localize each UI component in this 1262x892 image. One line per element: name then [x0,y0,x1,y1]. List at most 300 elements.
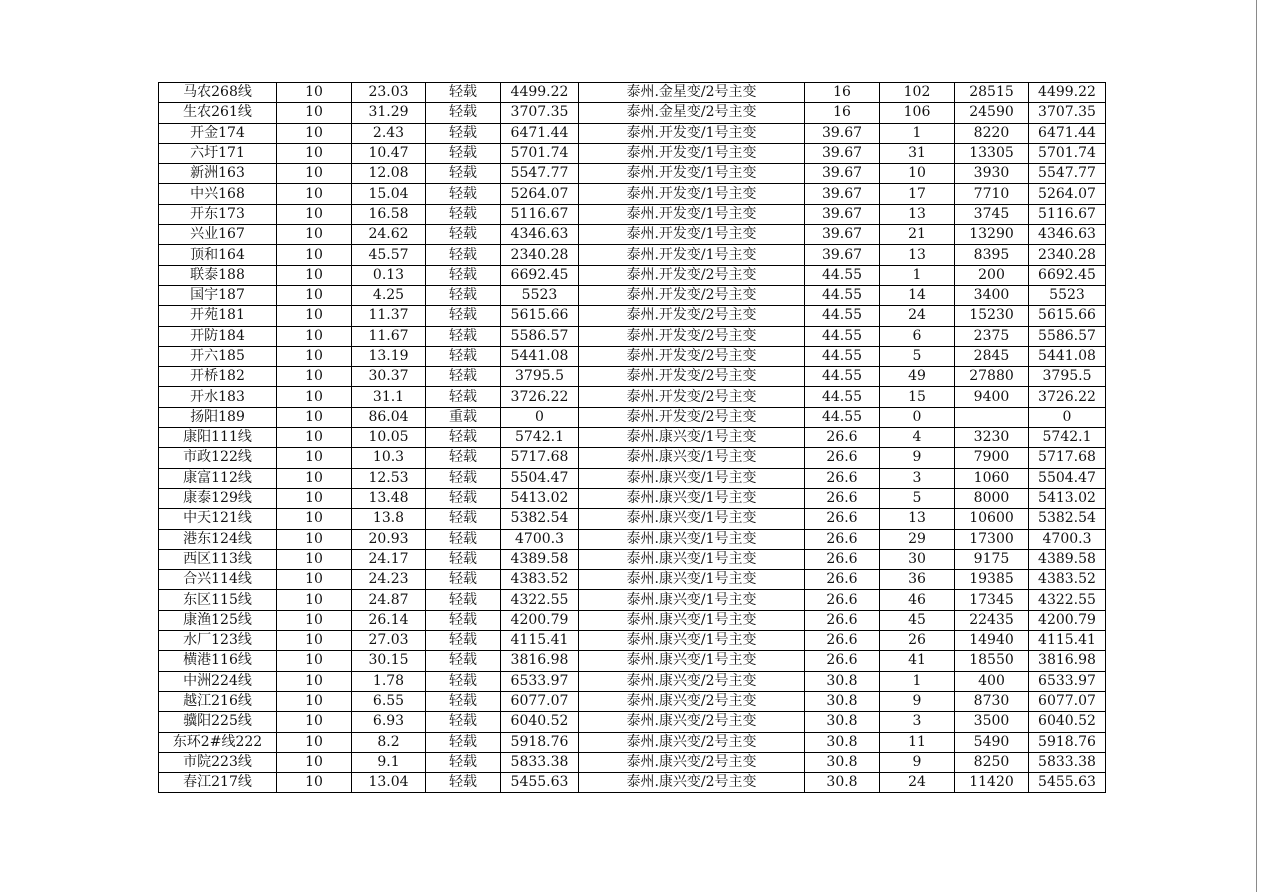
cell-load-status: 轻载 [426,103,501,123]
cell-transformer-load-rate: 26.6 [805,529,880,549]
cell-installed-capacity: 8220 [955,123,1029,143]
cell-load-status: 轻载 [426,488,501,508]
cell-load-status: 轻载 [426,428,501,448]
cell-transformer: 泰州.康兴变/1号主变 [579,651,805,671]
cell-transformer: 泰州.康兴变/1号主变 [579,488,805,508]
cell-transformer: 泰州.开发变/1号主变 [579,164,805,184]
cell-load-status: 轻载 [426,184,501,204]
table-row [159,184,1106,204]
cell-installed-capacity: 19385 [955,570,1029,590]
page-edge-divider [1256,0,1257,892]
cell-available-capacity: 5742.1 [1029,428,1106,448]
cell-capacity-margin: 6533.97 [501,671,579,691]
cell-line-name: 扬阳189 [159,407,277,427]
cell-capacity-margin: 4200.79 [501,610,579,630]
cell-voltage: 10 [277,468,352,488]
cell-voltage: 10 [277,651,352,671]
cell-line-name: 中天121线 [159,509,277,529]
cell-capacity-margin: 4322.55 [501,590,579,610]
cell-load-status: 轻载 [426,204,501,224]
cell-customer-count: 13 [880,204,955,224]
cell-installed-capacity: 15230 [955,306,1029,326]
cell-voltage: 10 [277,732,352,752]
cell-installed-capacity: 11420 [955,773,1029,793]
cell-voltage: 10 [277,225,352,245]
cell-available-capacity: 5586.57 [1029,326,1106,346]
cell-load-status: 轻载 [426,346,501,366]
cell-installed-capacity: 14940 [955,631,1029,651]
cell-load-rate: 13.04 [352,773,426,793]
cell-line-name: 东环2#线222 [159,732,277,752]
cell-load-rate: 45.57 [352,245,426,265]
cell-capacity-margin: 5742.1 [501,428,579,448]
cell-voltage: 10 [277,204,352,224]
cell-load-rate: 24.87 [352,590,426,610]
cell-load-status: 轻载 [426,651,501,671]
cell-capacity-margin: 2340.28 [501,245,579,265]
cell-load-status: 轻载 [426,245,501,265]
cell-customer-count: 3 [880,712,955,732]
cell-available-capacity: 3816.98 [1029,651,1106,671]
cell-transformer-load-rate: 39.67 [805,123,880,143]
cell-transformer-load-rate: 44.55 [805,387,880,407]
cell-capacity-margin: 6077.07 [501,691,579,711]
cell-transformer: 泰州.开发变/2号主变 [579,265,805,285]
cell-customer-count: 30 [880,549,955,569]
cell-voltage: 10 [277,407,352,427]
cell-installed-capacity: 3230 [955,428,1029,448]
cell-available-capacity: 4322.55 [1029,590,1106,610]
cell-line-name: 骥阳225线 [159,712,277,732]
cell-load-rate: 10.47 [352,143,426,163]
cell-capacity-margin: 4346.63 [501,225,579,245]
cell-available-capacity: 4383.52 [1029,570,1106,590]
cell-line-name: 越江216线 [159,691,277,711]
cell-voltage: 10 [277,773,352,793]
cell-installed-capacity: 13305 [955,143,1029,163]
cell-customer-count: 102 [880,83,955,103]
cell-load-rate: 9.1 [352,752,426,772]
cell-customer-count: 5 [880,346,955,366]
table-row [159,204,1106,224]
cell-voltage: 10 [277,143,352,163]
cell-available-capacity: 5547.77 [1029,164,1106,184]
cell-line-name: 东区115线 [159,590,277,610]
cell-line-name: 联泰188 [159,265,277,285]
cell-transformer-load-rate: 26.6 [805,448,880,468]
cell-transformer: 泰州.康兴变/1号主变 [579,590,805,610]
cell-customer-count: 11 [880,732,955,752]
cell-transformer-load-rate: 16 [805,83,880,103]
cell-load-status: 轻载 [426,509,501,529]
cell-transformer: 泰州.金星变/2号主变 [579,103,805,123]
cell-load-rate: 2.43 [352,123,426,143]
cell-transformer: 泰州.开发变/2号主变 [579,387,805,407]
cell-line-name: 水厂123线 [159,631,277,651]
cell-installed-capacity: 9400 [955,387,1029,407]
cell-line-name: 国宇187 [159,285,277,305]
table-row [159,306,1106,326]
cell-installed-capacity: 3500 [955,712,1029,732]
table-row [159,529,1106,549]
cell-voltage: 10 [277,285,352,305]
table-row [159,103,1106,123]
table-row [159,570,1106,590]
cell-customer-count: 29 [880,529,955,549]
cell-transformer-load-rate: 26.6 [805,488,880,508]
cell-customer-count: 15 [880,387,955,407]
cell-transformer: 泰州.开发变/1号主变 [579,143,805,163]
cell-transformer: 泰州.开发变/1号主变 [579,123,805,143]
cell-transformer-load-rate: 39.67 [805,143,880,163]
cell-transformer: 泰州.开发变/2号主变 [579,306,805,326]
cell-load-rate: 24.62 [352,225,426,245]
cell-available-capacity: 5918.76 [1029,732,1106,752]
cell-customer-count: 6 [880,326,955,346]
cell-voltage: 10 [277,83,352,103]
cell-voltage: 10 [277,529,352,549]
cell-line-name: 合兴114线 [159,570,277,590]
cell-capacity-margin: 5586.57 [501,326,579,346]
cell-customer-count: 1 [880,123,955,143]
cell-line-name: 开六185 [159,346,277,366]
cell-available-capacity: 3707.35 [1029,103,1106,123]
cell-load-rate: 6.93 [352,712,426,732]
cell-customer-count: 1 [880,265,955,285]
cell-transformer-load-rate: 39.67 [805,204,880,224]
cell-capacity-margin: 5615.66 [501,306,579,326]
cell-load-rate: 13.48 [352,488,426,508]
cell-installed-capacity: 8000 [955,488,1029,508]
cell-load-status: 轻载 [426,610,501,630]
cell-load-status: 轻载 [426,367,501,387]
cell-customer-count: 17 [880,184,955,204]
cell-transformer-load-rate: 26.6 [805,651,880,671]
cell-line-name: 市院223线 [159,752,277,772]
cell-load-status: 轻载 [426,590,501,610]
cell-transformer-load-rate: 26.6 [805,509,880,529]
cell-transformer: 泰州.康兴变/1号主变 [579,468,805,488]
cell-transformer: 泰州.康兴变/1号主变 [579,529,805,549]
cell-installed-capacity: 27880 [955,367,1029,387]
cell-load-rate: 6.55 [352,691,426,711]
cell-capacity-margin: 5441.08 [501,346,579,366]
table-row [159,83,1106,103]
table-body [159,83,1106,793]
cell-transformer-load-rate: 26.6 [805,590,880,610]
cell-voltage: 10 [277,509,352,529]
cell-load-rate: 10.3 [352,448,426,468]
cell-transformer: 泰州.康兴变/2号主变 [579,752,805,772]
cell-load-status: 轻载 [426,265,501,285]
cell-customer-count: 13 [880,245,955,265]
cell-voltage: 10 [277,631,352,651]
cell-installed-capacity: 3400 [955,285,1029,305]
cell-load-status: 轻载 [426,326,501,346]
cell-transformer: 泰州.开发变/1号主变 [579,204,805,224]
cell-capacity-margin: 5413.02 [501,488,579,508]
cell-capacity-margin: 4499.22 [501,83,579,103]
cell-customer-count: 21 [880,225,955,245]
cell-installed-capacity: 3930 [955,164,1029,184]
cell-load-status: 轻载 [426,631,501,651]
cell-available-capacity: 2340.28 [1029,245,1106,265]
cell-available-capacity: 5116.67 [1029,204,1106,224]
cell-transformer-load-rate: 39.67 [805,225,880,245]
cell-transformer: 泰州.康兴变/2号主变 [579,773,805,793]
cell-available-capacity: 3795.5 [1029,367,1106,387]
cell-capacity-margin: 3726.22 [501,387,579,407]
cell-line-name: 兴业167 [159,225,277,245]
cell-line-name: 开苑181 [159,306,277,326]
cell-voltage: 10 [277,103,352,123]
cell-transformer: 泰州.康兴变/1号主变 [579,570,805,590]
cell-available-capacity: 6533.97 [1029,671,1106,691]
cell-load-status: 轻载 [426,123,501,143]
cell-load-rate: 24.23 [352,570,426,590]
cell-available-capacity: 5455.63 [1029,773,1106,793]
cell-customer-count: 9 [880,752,955,772]
cell-transformer-load-rate: 30.8 [805,732,880,752]
cell-capacity-margin: 3707.35 [501,103,579,123]
cell-line-name: 中洲224线 [159,671,277,691]
cell-voltage: 10 [277,549,352,569]
cell-line-name: 港东124线 [159,529,277,549]
cell-transformer-load-rate: 26.6 [805,549,880,569]
cell-load-rate: 1.78 [352,671,426,691]
cell-transformer: 泰州.康兴变/1号主变 [579,610,805,630]
cell-available-capacity: 6692.45 [1029,265,1106,285]
cell-capacity-margin: 6471.44 [501,123,579,143]
cell-transformer: 泰州.开发变/1号主变 [579,184,805,204]
cell-installed-capacity: 13290 [955,225,1029,245]
cell-transformer-load-rate: 26.6 [805,631,880,651]
cell-capacity-margin: 4115.41 [501,631,579,651]
table-row [159,712,1106,732]
cell-installed-capacity: 2845 [955,346,1029,366]
cell-voltage: 10 [277,590,352,610]
cell-transformer: 泰州.康兴变/1号主变 [579,428,805,448]
cell-installed-capacity: 2375 [955,326,1029,346]
cell-load-rate: 30.15 [352,651,426,671]
cell-customer-count: 5 [880,488,955,508]
cell-transformer: 泰州.康兴变/2号主变 [579,732,805,752]
cell-available-capacity: 5833.38 [1029,752,1106,772]
table-row [159,346,1106,366]
cell-load-status: 轻载 [426,732,501,752]
cell-load-rate: 13.19 [352,346,426,366]
table-row [159,448,1106,468]
cell-customer-count: 3 [880,468,955,488]
cell-customer-count: 45 [880,610,955,630]
cell-available-capacity: 4499.22 [1029,83,1106,103]
cell-line-name: 康渔125线 [159,610,277,630]
cell-voltage: 10 [277,367,352,387]
cell-transformer-load-rate: 39.67 [805,245,880,265]
cell-customer-count: 26 [880,631,955,651]
cell-transformer: 泰州.开发变/2号主变 [579,346,805,366]
table-row [159,143,1106,163]
cell-capacity-margin: 0 [501,407,579,427]
cell-load-status: 轻载 [426,671,501,691]
cell-load-rate: 11.67 [352,326,426,346]
cell-customer-count: 49 [880,367,955,387]
cell-load-rate: 12.53 [352,468,426,488]
cell-transformer-load-rate: 44.55 [805,326,880,346]
cell-installed-capacity: 5490 [955,732,1029,752]
cell-voltage: 10 [277,428,352,448]
cell-load-status: 重载 [426,407,501,427]
cell-voltage: 10 [277,691,352,711]
cell-available-capacity: 5264.07 [1029,184,1106,204]
cell-load-rate: 16.58 [352,204,426,224]
cell-line-name: 中兴168 [159,184,277,204]
cell-load-rate: 27.03 [352,631,426,651]
cell-transformer: 泰州.康兴变/1号主变 [579,509,805,529]
cell-available-capacity: 4346.63 [1029,225,1106,245]
cell-line-name: 开东173 [159,204,277,224]
cell-capacity-margin: 5455.63 [501,773,579,793]
cell-line-name: 开金174 [159,123,277,143]
cell-load-rate: 13.8 [352,509,426,529]
table-row [159,225,1106,245]
cell-transformer-load-rate: 26.6 [805,610,880,630]
cell-customer-count: 0 [880,407,955,427]
cell-available-capacity: 6040.52 [1029,712,1106,732]
table-row [159,610,1106,630]
table-row [159,428,1106,448]
cell-load-status: 轻载 [426,83,501,103]
table-row [159,265,1106,285]
table-row [159,488,1106,508]
table-row [159,691,1106,711]
cell-line-name: 开桥182 [159,367,277,387]
cell-voltage: 10 [277,387,352,407]
cell-load-status: 轻载 [426,306,501,326]
table-row [159,123,1106,143]
cell-installed-capacity: 400 [955,671,1029,691]
cell-available-capacity: 5413.02 [1029,488,1106,508]
table-row [159,773,1106,793]
cell-voltage: 10 [277,610,352,630]
cell-transformer: 泰州.康兴变/1号主变 [579,631,805,651]
cell-voltage: 10 [277,752,352,772]
cell-available-capacity: 5717.68 [1029,448,1106,468]
cell-transformer: 泰州.康兴变/1号主变 [579,448,805,468]
cell-line-name: 康阳111线 [159,428,277,448]
cell-transformer: 泰州.康兴变/2号主变 [579,671,805,691]
cell-line-name: 西区113线 [159,549,277,569]
cell-line-name: 市政122线 [159,448,277,468]
cell-available-capacity: 5523 [1029,285,1106,305]
cell-available-capacity: 5382.54 [1029,509,1106,529]
cell-transformer: 泰州.开发变/1号主变 [579,225,805,245]
cell-installed-capacity: 1060 [955,468,1029,488]
table-row [159,468,1106,488]
table-row [159,285,1106,305]
cell-installed-capacity: 9175 [955,549,1029,569]
cell-load-rate: 10.05 [352,428,426,448]
cell-transformer-load-rate: 44.55 [805,407,880,427]
cell-line-name: 马农268线 [159,83,277,103]
cell-transformer-load-rate: 44.55 [805,265,880,285]
cell-load-rate: 8.2 [352,732,426,752]
cell-voltage: 10 [277,306,352,326]
table-row [159,631,1106,651]
cell-transformer-load-rate: 16 [805,103,880,123]
cell-capacity-margin: 3795.5 [501,367,579,387]
cell-transformer-load-rate: 39.67 [805,164,880,184]
cell-voltage: 10 [277,184,352,204]
cell-transformer: 泰州.开发变/2号主变 [579,367,805,387]
cell-transformer-load-rate: 30.8 [805,691,880,711]
cell-transformer-load-rate: 30.8 [805,712,880,732]
cell-available-capacity: 4200.79 [1029,610,1106,630]
cell-customer-count: 106 [880,103,955,123]
cell-load-status: 轻载 [426,712,501,732]
cell-voltage: 10 [277,346,352,366]
cell-capacity-margin: 5264.07 [501,184,579,204]
cell-voltage: 10 [277,712,352,732]
cell-line-name: 六圩171 [159,143,277,163]
cell-installed-capacity: 3745 [955,204,1029,224]
cell-installed-capacity: 18550 [955,651,1029,671]
table-row [159,387,1106,407]
table-row [159,549,1106,569]
cell-load-status: 轻载 [426,225,501,245]
cell-installed-capacity: 10600 [955,509,1029,529]
cell-voltage: 10 [277,448,352,468]
cell-load-rate: 31.29 [352,103,426,123]
cell-capacity-margin: 5523 [501,285,579,305]
cell-voltage: 10 [277,671,352,691]
cell-transformer-load-rate: 44.55 [805,306,880,326]
cell-installed-capacity: 8730 [955,691,1029,711]
table-row [159,367,1106,387]
feeder-load-table [158,82,1106,793]
cell-load-status: 轻载 [426,285,501,305]
cell-load-rate: 15.04 [352,184,426,204]
cell-load-status: 轻载 [426,143,501,163]
cell-load-status: 轻载 [426,773,501,793]
cell-installed-capacity: 7710 [955,184,1029,204]
cell-transformer-load-rate: 30.8 [805,773,880,793]
cell-available-capacity: 6471.44 [1029,123,1106,143]
cell-line-name: 新洲163 [159,164,277,184]
cell-installed-capacity: 28515 [955,83,1029,103]
cell-line-name: 康富112线 [159,468,277,488]
cell-installed-capacity: 8395 [955,245,1029,265]
cell-available-capacity: 5615.66 [1029,306,1106,326]
cell-load-rate: 4.25 [352,285,426,305]
cell-voltage: 10 [277,123,352,143]
cell-load-status: 轻载 [426,468,501,488]
cell-voltage: 10 [277,326,352,346]
cell-transformer-load-rate: 44.55 [805,346,880,366]
cell-transformer: 泰州.康兴变/2号主变 [579,712,805,732]
cell-load-status: 轻载 [426,752,501,772]
cell-available-capacity: 4700.3 [1029,529,1106,549]
table-row [159,651,1106,671]
cell-load-status: 轻载 [426,448,501,468]
cell-transformer-load-rate: 26.6 [805,428,880,448]
cell-capacity-margin: 5116.67 [501,204,579,224]
cell-voltage: 10 [277,245,352,265]
cell-transformer: 泰州.康兴变/1号主变 [579,549,805,569]
cell-installed-capacity: 200 [955,265,1029,285]
cell-available-capacity: 0 [1029,407,1106,427]
cell-capacity-margin: 5504.47 [501,468,579,488]
